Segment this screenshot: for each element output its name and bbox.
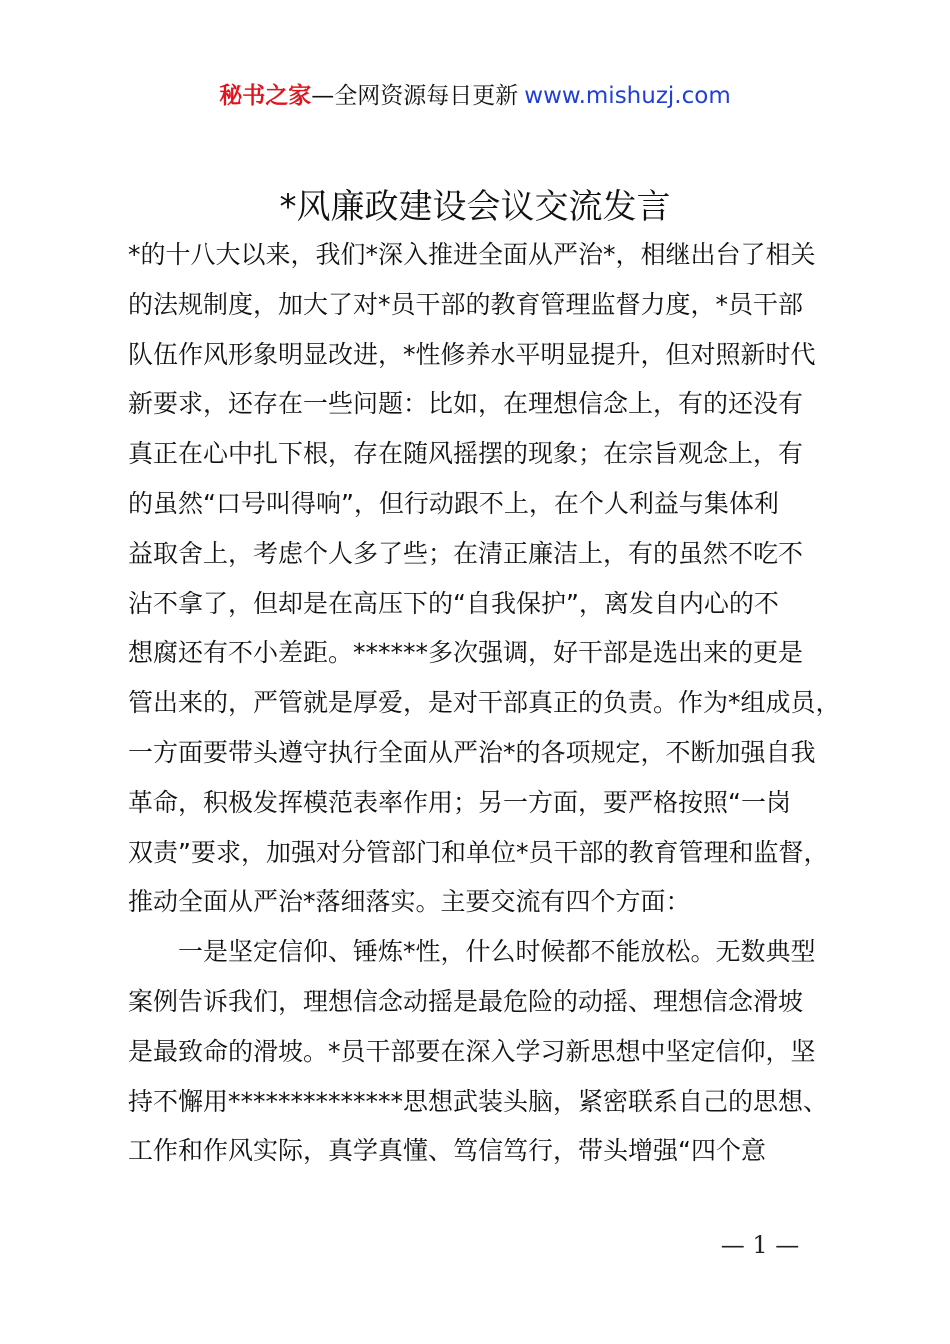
- text-line: 队伍作风形象明显改进，*性修养水平明显提升，但对照新时代: [128, 339, 816, 369]
- site-url[interactable]: www.mishuzj.com: [524, 83, 731, 109]
- header-slogan: —全网资源每日更新: [311, 83, 519, 109]
- document-body: [128, 230, 856, 1176]
- page-number: — 1 —: [720, 1231, 800, 1259]
- text-line: 的法规制度，加大了对*员干部的教育管理监督力度，*员干部: [128, 289, 804, 319]
- text-line: 的虽然“口号叫得响”，但行动跟不上，在个人利益与集体利: [128, 488, 779, 518]
- document-title: *风廉政建设会议交流发言: [279, 187, 671, 227]
- text-line: *的十八大以来，我们*深入推进全面从严治*，相继出台了相关: [128, 240, 816, 269]
- paragraph-1: [128, 230, 856, 927]
- text-line: 真正在心中扎下根，存在随风摇摆的现象；在宗旨观念上，有: [128, 439, 804, 469]
- text-line: 持不懈用**************思想武装头脑，紧密联系自己的思想、: [128, 1086, 829, 1116]
- text-line: 推动全面从严治*落细落实。主要交流有四个方面：: [128, 887, 691, 917]
- text-line: 双责”要求，加强对分管部门和单位*员干部的教育管理和监督，: [128, 837, 829, 867]
- text-line: 案例告诉我们，理想信念动摇是最危险的动摇、理想信念滑坡: [128, 986, 804, 1016]
- text-line: 益取舍上，考虑个人多了些；在清正廉洁上，有的虽然不吃不: [128, 538, 804, 568]
- text-line: 一方面要带头遵守执行全面从严治*的各项规定，不断加强自我: [128, 737, 816, 767]
- text-line: 沾不拿了，但却是在高压下的“自我保护”，离发自内心的不: [128, 588, 779, 618]
- text-line: 新要求，还存在一些问题：比如，在理想信念上，有的还没有: [128, 389, 804, 419]
- text-line: 工作和作风实际，真学真懂、笃信笃行，带头增强“四个意: [128, 1136, 766, 1166]
- text-line: 是最致命的滑坡。*员干部要在深入学习新思想中坚定信仰，坚: [128, 1036, 816, 1066]
- paragraph-2: [128, 927, 856, 1176]
- text-line: 想腐还有不小差距。******多次强调，好干部是选出来的更是: [128, 638, 804, 668]
- brand-name: 秘书之家: [219, 83, 312, 109]
- text-line: 革命，积极发挥模范表率作用；另一方面，要严格按照“一岗: [128, 787, 791, 817]
- text-line: 一是坚定信仰、锤炼*性，什么时候都不能放松。无数典型: [178, 937, 816, 967]
- site-header: [0, 78, 950, 114]
- text-line: 管出来的，严管就是厚爱，是对干部真正的负责。作为*组成员，: [128, 688, 841, 718]
